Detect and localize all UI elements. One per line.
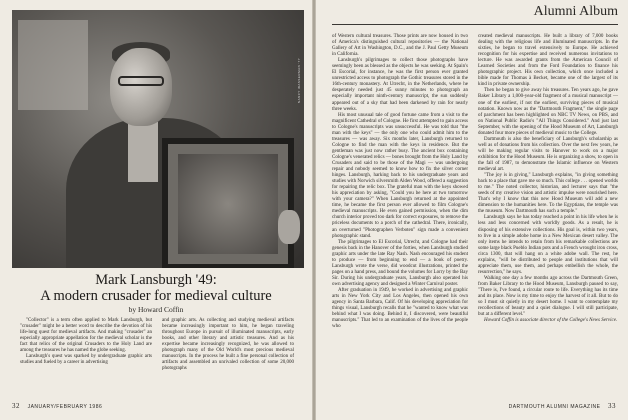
right-column-1 [332, 34, 468, 330]
author-note: Howard Coffin is associate director of the College's News Service. [484, 318, 618, 324]
article-headline [0, 272, 312, 304]
portrait-photo [12, 10, 304, 268]
magazine-name: DARTMOUTH ALUMNI MAGAZINE [508, 404, 601, 410]
body-paragraph: and graphic arts. As collecting and studying medieval artifacts became increasingly important to him, he began traveling throughout Europe in pursuit of illuminated manuscripts, early books, and other literary and artistic treasures. And as his expertise became increasingly recognized, he was allowed to photograph many of the Old World's most precious medieval manuscripts. In the process he built a fine personal collection of artifacts and assembled an unrivaled collection of some 20,000 photographs [162, 318, 294, 372]
right-column-2 [478, 34, 618, 324]
photo-credit: NANCY WASSERMAN '77 [297, 58, 301, 104]
left-page [0, 0, 312, 420]
body-paragraph: of Western cultural treasures. Those prints are now housed in two of America's distinguished cultural repositories — the National Gallery of Art in Washington, D.C., and the J. Paul Getty Museum in California. [332, 34, 468, 58]
body-paragraph: His most unusual tale of good fortune came from a visit to the magnificent Cathedral of Cologne. He first attempted to gain access to Cologne's manuscripts was unsuccessful. He was told that "the man with the keys" — the only one who could admit him to the treasures — was away. Six months later, Lansburgh returned to Cologne to find the man with the keys in residence. But the gentleman was just now rather busy. The ancient box containing Cologne's venerated relics — bones brought from the Holy Land by Crusaders and said to be those of the Magi — was undergoing repair and nobody seemed to know how to fix the silver corner hinges. Lansburgh, harking back to his undergraduate years and studies with Norwich silversmith Alden Wood, offered a suggestion for repairing the relic box. The grateful man with the keys showed his appreciation by asking, "Could you be here at two tomorrow with your camera?" When Lansburgh returned at the appointed time, he became the first person ever allowed to film Cologne's medieval manuscripts. He even gained permission, when the dim church interior proved too dark for correct exposures, to remove the priceless documents to a porch of the cathedral. There, ironically, an overturned "Photographen Verboten" sign made a convenient photographic stand. [332, 112, 468, 239]
issue-date: JANUARY/FEBRUARY 1986 [27, 404, 103, 410]
body-paragraph: created medieval manuscripts. He built a library of 7,000 books dealing with the religious life and illuminated manuscripts. In the sixties, he began to travel extensively to Europe. He achieved recognition for his expertise and received numerous invitations to lecture. He was awarded grants from the American Council of Learned Societies and from the Ford Foundation to finance his photographic project. His own collection, which once included a bible made for Thomas à Becket, became one of the largest of its kind in private ownership. [478, 34, 618, 88]
page-number: 32 [12, 402, 20, 410]
body-paragraph: Then he began to give away his treasures. Ten years ago, he gave Baker Library a 1,000-year-old fragment of a musical manuscript — one of the earliest, if not the earliest, surviving pieces of musical notation. Known now as the "Dartmouth Fragment," the single page of parchment has been highlighted on NBC TV News, on PBS, and on National Public Radio's "All Things Considered." And just last September, with the opening of the Hood Museum of Art, Lansburgh donated four more pieces of medieval music to the College. [478, 88, 618, 136]
body-paragraph: "Collector" is a term often applied to Mark Lansburgh, but "crusader" might be a better word to describe the devotion of his life-long quest for medieval artifacts. And making "crusader" an especially appropriate appellation for the medieval scholar is the fact that relics of the original Crusaders to the Holy Land are among the treasures he has named the globe seeking. [20, 318, 152, 354]
right-page [316, 0, 628, 420]
headline-line-2: A modern crusader for medieval culture [40, 288, 272, 304]
body-paragraph: Lansburgh's quest was sparked by undergraduate graphic arts studies and fueled by a career in advertising [20, 354, 152, 366]
left-column-1 [20, 318, 152, 366]
section-title: Alumni Album [332, 4, 618, 25]
page-number: 33 [608, 402, 616, 410]
photo-figure-head [110, 48, 172, 126]
headline-line-1: Mark Lansburgh '49: [95, 272, 217, 288]
article-byline: by Howard Coffin [128, 305, 184, 314]
left-folio [12, 402, 102, 410]
photo-figure-glasses [118, 76, 164, 86]
body-paragraph: After graduation in 1949, he worked in advertising and graphic arts in New York City and Los Angeles, then opened his own agency in Santa Barbara, Calif. Of his developing appreciation for things visual, Lansburgh recalls that he "wanted to know what was behind what I was doing. Behind it, I discovered, were beautiful manuscripts." That led to an examination of the lives of the people who [332, 287, 468, 330]
photo-window [18, 20, 88, 110]
photo-frame-inner [178, 154, 278, 254]
body-paragraph: "The joy is in giving," Lansburgh explains, "in giving something back to a place that gave me so much. This college . . . opened worlds to me." The noted collector, historian, and lecturer says that "the seeds of my creative vision and artistic impulse were nourished here. That's why I know that this new Hood Museum will add a new dimension to the humanities here. To the Egyptians, the temple was the museum. Now Dartmouth has such a temple." [478, 173, 618, 215]
left-column-2 [162, 318, 294, 372]
right-folio [509, 402, 616, 410]
photo-figure-hand [278, 210, 300, 244]
body-paragraph: Walking one day a few months ago across the Dartmouth Green, from Baker Library to the Hood Museum, Lansburgh paused to say, "There is, I've found, a circular route to life. Everything has its time and its place. Now is my time to enjoy the harvest of it all. But to do so I must sit quietly in my desert home. I want to contemplate my recollections of beauty and a quiet dialogue. I will still participate, but at a different level." [478, 275, 618, 318]
photo-framed-manuscript [162, 138, 294, 268]
photo-figure-shirt [128, 122, 158, 182]
body-paragraph: The pilgrimages to El Escorial, Utrecht, and Cologne had their genesis back in the Hanover of the forties, when Lansburgh studied graphic arts under the late Ray Nash. Nash encouraged his student to produce — from beginning to end — a book of poetry. Lansburgh wrote the verse, did woodcut illustrations, printed the pages on a hand press, and bound the volumes for Lorry by the Bay Sir. During his undergraduate years, Lansburgh also operated his own advertising agency and designed a Winter Carnival poster. [332, 239, 468, 287]
body-paragraph: Lansburgh's pilgrimages to collect those photographs have seemingly been as blessed as the objects he was seeking. At Spain's El Escorial, for instance, he was the first person ever granted unrestricted access to photograph the Gothic treasures stored in the 16th-century monastery. At Utrecht, in the Netherlands, where he desperately needed just 45 sunny minutes to photograph an especially important ninth-century manuscript, the sun suddenly appeared out of a sky that had been darkened by rain for nearly three weeks. [332, 58, 468, 112]
body-paragraph: Lansburgh says he has today reached a point in his life when he is less and less concerned with worldly goods. As a result, he is disposing of his extensive collections. His goal is, within two years, to live in a simple adobe home in a New Mexican desert valley. The only items he intends to retain from his remarkable collections are some large black Pueblo Indian pots and a French wrought iron cross, circa 1300, that will hang on a white adobe wall. The rest, he explains, "will be distributed to people and institutions that will appreciate them, use them, and perhaps embellish the whole, the resurrection," he says. [478, 215, 618, 275]
body-paragraph: Dartmouth is also the beneficiary of Lansburgh's scholarship as well as of donations from his collection. Over the next few years, he will be making regular visits to Hanover to work on a major exhibition for the Hood Museum. He is organizing a show, to open in the fall of 1987, to demonstrate the Islamic influence on Western medieval art. [478, 136, 618, 173]
